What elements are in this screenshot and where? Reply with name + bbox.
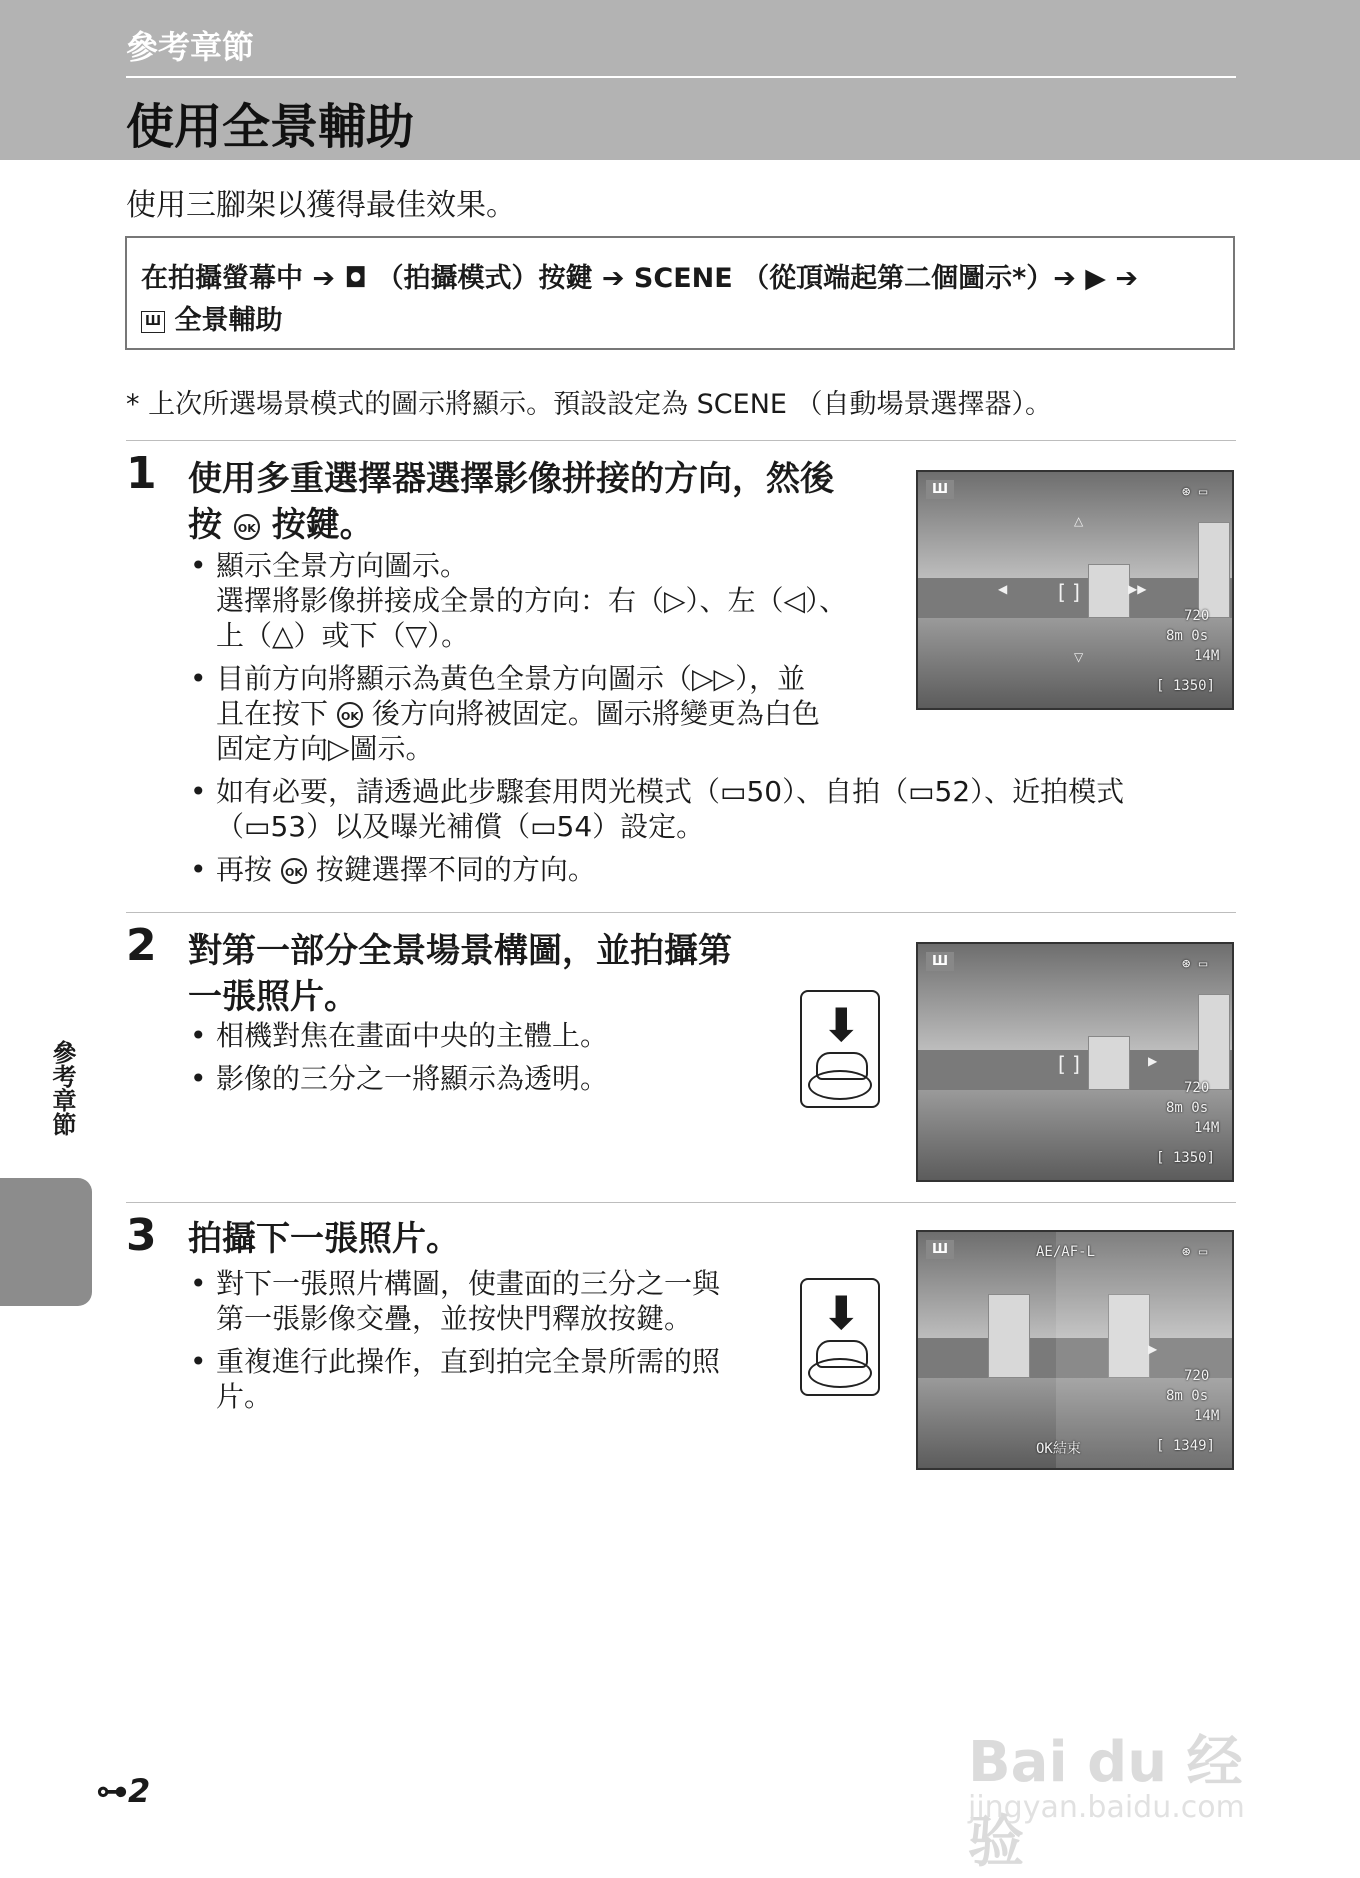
focus-bracket: [ ]: [1058, 580, 1080, 604]
up-arrow-icon: △: [1074, 514, 1084, 528]
bullet-item: [188, 1266, 748, 1336]
divider: [126, 1202, 1236, 1203]
left-arrow-icon: ◀: [998, 582, 1008, 596]
right-arrow-icon: ▶: [1148, 1054, 1158, 1068]
movie-time-indicator: 8m 0s: [1166, 1388, 1209, 1404]
step-title: [188, 456, 834, 548]
flash-icon: ⊛ ▭: [1182, 484, 1208, 500]
shutter-press-illustration: [800, 990, 880, 1108]
bullet-item: [188, 548, 888, 653]
ok-icon: OK: [234, 514, 260, 540]
step-title-line: 使用多重選擇器選擇影像拼接的方向，然後: [188, 459, 834, 499]
flash-icon: ⊛ ▭: [1182, 956, 1208, 972]
header-rule: [126, 76, 1236, 78]
bullet-text: 再按: [216, 853, 273, 886]
menu-path-target: 全景輔助: [174, 305, 283, 336]
divider: [126, 912, 1236, 913]
shutter-button-icon: [808, 1358, 872, 1388]
watermark: [968, 1708, 1288, 1875]
bullet-text: 固定方向▷圖示。: [216, 732, 434, 765]
shutter-press-illustration: [800, 1278, 880, 1396]
image-mode-indicator: 14M: [1194, 648, 1220, 664]
bullet-item: • 相機對焦在畫面中央的主體上。: [188, 1018, 748, 1053]
bullet-text: 後方向將被固定。圖示將變更為白色: [371, 697, 820, 730]
header-band: [0, 0, 1360, 160]
bullet-item: [188, 661, 888, 766]
bullet-text: 選擇將影像拼接成全景的方向：右（▷）、左（◁）、: [216, 584, 848, 617]
camera-screen-preview: [916, 1230, 1234, 1470]
step-title-text: 按鍵。: [271, 505, 374, 545]
step-title-line: 對第一部分全景場景構圖，並拍攝第: [188, 931, 732, 971]
down-arrow-icon: ⬇: [822, 998, 861, 1052]
side-tab: [0, 1178, 92, 1306]
bullet-item: [188, 774, 1248, 844]
bullet-text: • 如有必要，請透過此步驟套用閃光模式（▭50）、自拍（▭52）、近拍模式: [216, 775, 1125, 808]
movie-size-indicator: 720: [1184, 608, 1210, 624]
step-title-line: [188, 502, 834, 548]
step-number: 1: [126, 448, 157, 499]
image-mode-indicator: 14M: [1194, 1120, 1220, 1136]
down-arrow-icon: ▽: [1074, 650, 1084, 664]
section-label: 參考章節: [126, 28, 255, 66]
side-section-label: 參考章節: [48, 1040, 76, 1136]
ae-af-lock-indicator: AE/AF-L: [1036, 1244, 1096, 1260]
step-number: 2: [126, 920, 157, 971]
bullet-text: 按鍵選擇不同的方向。: [315, 853, 596, 886]
bullet-item: [188, 1344, 748, 1414]
exposure-count: [ 1349]: [1156, 1438, 1216, 1454]
step-number: 3: [126, 1210, 157, 1261]
step-bullets: [188, 1018, 748, 1096]
right-arrow-icon: ▶▶: [1128, 582, 1147, 596]
step-title: [188, 928, 732, 1020]
step-bullets: [188, 1266, 748, 1414]
menu-path-box: [125, 236, 1235, 350]
down-arrow-icon: ⬇: [822, 1286, 861, 1340]
ok-icon: OK: [337, 702, 363, 728]
overlap-region: [1056, 1232, 1232, 1468]
focus-bracket: [ ]: [1058, 1052, 1080, 1076]
footnote: * 上次所選場景模式的圖示將顯示。預設設定為 SCENE （自動場景選擇器）。: [126, 389, 1053, 420]
bullet-item: • 影像的三分之一將顯示為透明。: [188, 1061, 748, 1096]
bullet-text: • 對下一張照片構圖，使畫面的三分之一與: [216, 1267, 721, 1300]
camera-screen-preview: [916, 470, 1234, 710]
bullet-text: 片。: [216, 1380, 273, 1413]
bullet-text: 第一張影像交疊，並按快門釋放按鍵。: [216, 1302, 693, 1335]
panorama-icon: Ш: [926, 1240, 954, 1259]
intro-text: 使用三腳架以獲得最佳效果。: [126, 188, 516, 223]
bullet-text: • 目前方向將顯示為黃色全景方向圖示（▷▷），並: [216, 662, 806, 695]
movie-time-indicator: 8m 0s: [1166, 628, 1209, 644]
bullet-text: 上（△）或下（▽）。: [216, 619, 470, 652]
panorama-icon: Ш: [926, 952, 954, 971]
ok-icon: OK: [281, 858, 307, 884]
step-title-line: 一張照片。: [188, 977, 358, 1017]
flash-icon: ⊛ ▭: [1182, 1244, 1208, 1260]
bullet-text: [216, 696, 888, 731]
exposure-count: [ 1350]: [1156, 678, 1216, 694]
page-title: 使用全景輔助: [126, 99, 415, 155]
page-number: ⊶2: [96, 1772, 151, 1810]
movie-time-indicator: 8m 0s: [1166, 1100, 1209, 1116]
camera-screen-preview: [916, 942, 1234, 1182]
menu-path-line2: [141, 298, 282, 337]
exposure-count: [ 1350]: [1156, 1150, 1216, 1166]
image-mode-indicator: 14M: [1194, 1408, 1220, 1424]
movie-size-indicator: 720: [1184, 1080, 1210, 1096]
bullet-text: 且在按下: [216, 697, 329, 730]
panorama-icon: Ш: [141, 311, 165, 333]
shutter-button-icon: [808, 1070, 872, 1100]
watermark-url: jingyan.baidu.com: [968, 1790, 1245, 1825]
watermark-brand: Bai du 经验: [968, 1730, 1243, 1875]
bullet-item: [188, 852, 1248, 887]
step-bullets: [188, 774, 1248, 887]
right-arrow-icon: ▶: [1148, 1342, 1158, 1356]
bullet-text: • 顯示全景方向圖示。: [216, 549, 469, 582]
panorama-icon: Ш: [926, 480, 954, 499]
menu-path-line1: 在拍攝螢幕中 ➔ ◘ （拍攝模式）按鍵 ➔ SCENE （從頂端起第二個圖示*）➔ ▶ ➔: [141, 263, 1139, 294]
step-bullets: [188, 548, 888, 766]
ok-end-label: OK結束: [1036, 1441, 1081, 1457]
step-title-text: 按: [188, 505, 222, 545]
bullet-text: • 重複進行此操作，直到拍完全景所需的照: [216, 1345, 721, 1378]
movie-size-indicator: 720: [1184, 1368, 1210, 1384]
divider: [126, 440, 1236, 441]
bullet-text: （▭53）以及曝光補償（▭54）設定。: [216, 810, 705, 843]
step-title: 拍攝下一張照片。: [188, 1219, 460, 1259]
